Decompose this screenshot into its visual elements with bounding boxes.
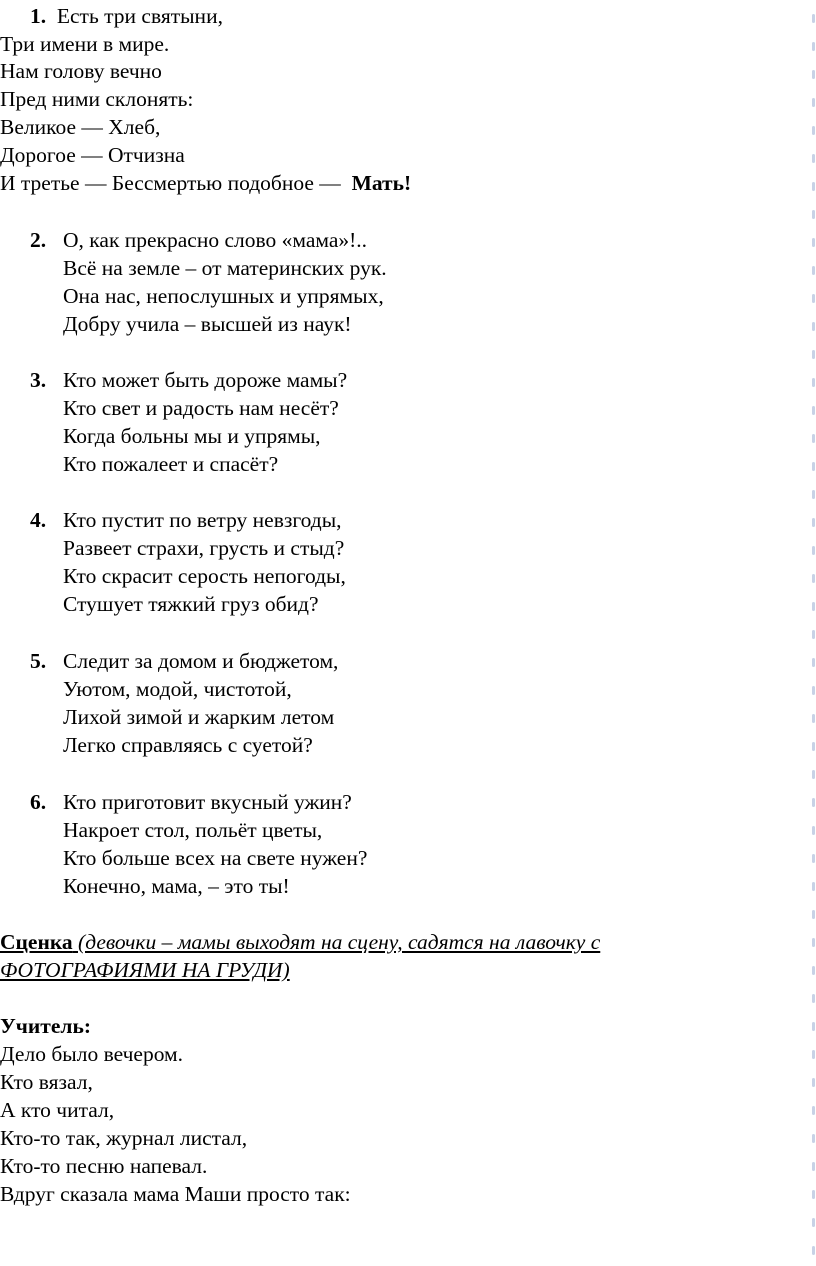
edge-mark — [812, 154, 815, 163]
edge-mark — [812, 686, 815, 695]
scene-direction-line-2 — [0, 957, 290, 984]
edge-mark — [812, 546, 815, 555]
edge-mark — [812, 602, 815, 611]
edge-mark — [812, 462, 815, 471]
edge-mark — [812, 378, 815, 387]
edge-mark — [812, 854, 815, 863]
stanza-5-line-3: Лихой зимой и жарким летом — [63, 705, 335, 729]
edge-mark — [812, 574, 815, 583]
stanza-1-emphasis: Мать! — [351, 171, 412, 195]
edge-mark — [812, 434, 815, 443]
stanza-5-text-1: Следит за домом и бюджетом, — [63, 649, 339, 673]
edge-mark — [812, 42, 815, 51]
stanza-2-number: 2. — [30, 228, 47, 252]
edge-mark — [812, 1022, 815, 1031]
stanza-6-number: 6. — [30, 790, 47, 814]
stanza-1-line-1 — [30, 3, 223, 30]
edge-mark — [812, 770, 815, 779]
stanza-6-line-4: Конечно, мама, – это ты! — [63, 874, 290, 898]
edge-mark — [812, 266, 815, 275]
edge-mark — [812, 350, 815, 359]
stanza-2-line-2: Всё на земле – от материнских рук. — [63, 256, 387, 280]
edge-mark — [812, 1050, 815, 1059]
edge-mark — [812, 938, 815, 947]
edge-mark — [812, 630, 815, 639]
stanza-4-text-1: Кто пустит по ветру невзгоды, — [63, 508, 342, 532]
stanza-5-line-2: Уютом, модой, чистотой, — [63, 677, 292, 701]
teacher-speaker: Учитель: — [0, 1014, 91, 1038]
edge-mark — [812, 490, 815, 499]
teacher-line-4: Кто-то так, журнал листал, — [0, 1126, 248, 1150]
edge-mark — [812, 322, 815, 331]
stanza-2-line-3: Она нас, непослушных и упрямых, — [63, 284, 384, 308]
edge-mark — [812, 1218, 815, 1227]
edge-mark — [812, 294, 815, 303]
teacher-line-6: Вдруг сказала мама Маши просто так: — [0, 1182, 351, 1206]
edge-mark — [812, 182, 815, 191]
edge-mark — [812, 1162, 815, 1171]
edge-mark — [812, 826, 815, 835]
stanza-6-line-1 — [30, 789, 352, 816]
stanza-3-text-1: Кто может быть дороже мамы? — [63, 368, 348, 392]
edge-mark — [812, 1246, 815, 1255]
edge-mark — [812, 1078, 815, 1087]
stanza-5-line-4: Легко справляясь с суетой? — [63, 733, 313, 757]
edge-mark — [812, 14, 815, 23]
teacher-line-1: Дело было вечером. — [0, 1042, 184, 1066]
stanza-3-line-1 — [30, 367, 347, 394]
stanza-1-line-4: Пред ними склонять: — [0, 87, 194, 111]
teacher-line-2: Кто вязал, — [0, 1070, 93, 1094]
edge-mark — [812, 1190, 815, 1199]
edge-mark — [812, 126, 815, 135]
scene-heading — [0, 929, 600, 956]
stanza-2-line-1 — [30, 227, 367, 254]
edge-mark — [812, 210, 815, 219]
edge-mark — [812, 1106, 815, 1115]
edge-mark — [812, 714, 815, 723]
stanza-5-number: 5. — [30, 649, 47, 673]
stanza-1-line-5: Великое — Хлеб, — [0, 115, 161, 139]
stanza-6-line-3: Кто больше всех на свете нужен? — [63, 846, 368, 870]
stanza-4-line-3: Кто скрасит серость непогоды, — [63, 564, 346, 588]
stanza-1-line-6: Дорогое — Отчизна — [0, 143, 185, 167]
stanza-4-line-1 — [30, 507, 342, 534]
edge-mark — [812, 1134, 815, 1143]
edge-mark — [812, 882, 815, 891]
edge-mark — [812, 910, 815, 919]
stanza-2-line-4: Добру учила – высшей из наук! — [63, 312, 352, 336]
edge-mark — [812, 742, 815, 751]
stanza-6-line-2: Накроет стол, польёт цветы, — [63, 818, 323, 842]
stanza-4-line-4: Стушует тяжкий груз обид? — [63, 592, 319, 616]
edge-mark — [812, 994, 815, 1003]
stanza-6-text-1: Кто приготовит вкусный ужин? — [63, 790, 352, 814]
stanza-4-line-2: Развеет страхи, грусть и стыд? — [63, 536, 345, 560]
stanza-5-line-1 — [30, 648, 338, 675]
teacher-line-3: А кто читал, — [0, 1098, 115, 1122]
edge-mark — [812, 70, 815, 79]
edge-mark — [812, 238, 815, 247]
stanza-1-number: 1. — [30, 4, 47, 28]
teacher-line-5: Кто-то песню напевал. — [0, 1154, 208, 1178]
stanza-2-text-1: О, как прекрасно слово «мама»!.. — [63, 228, 368, 252]
scene-direction-1: (девочки – мамы выходят на сцену, садятся на лавочку с — [72, 930, 601, 954]
edge-mark — [812, 798, 815, 807]
stanza-3-line-2: Кто свет и радость нам несёт? — [63, 396, 339, 420]
stanza-3-line-4: Кто пожалеет и спасёт? — [63, 452, 279, 476]
stanza-1-line-2: Три имени в мире. — [0, 32, 170, 56]
scene-title: Сценка — [0, 930, 73, 954]
stanza-1-line-7 — [0, 170, 411, 197]
edge-mark — [812, 658, 815, 667]
edge-mark — [812, 518, 815, 527]
edge-mark — [812, 98, 815, 107]
stanza-3-line-3: Когда больны мы и упрямы, — [63, 424, 321, 448]
stanza-1-text-7: И третье — Бессмертью подобное — — [0, 171, 347, 195]
stanza-1-line-3: Нам голову вечно — [0, 59, 162, 83]
stanza-1-text-1: Есть три святыни, — [56, 4, 223, 28]
page-edge-decoration — [808, 0, 816, 1266]
scene-direction-2: ФОТОГРАФИЯМИ НА ГРУДИ) — [0, 958, 290, 982]
edge-mark — [812, 406, 815, 415]
stanza-3-number: 3. — [30, 368, 47, 392]
edge-mark — [812, 966, 815, 975]
stanza-4-number: 4. — [30, 508, 47, 532]
